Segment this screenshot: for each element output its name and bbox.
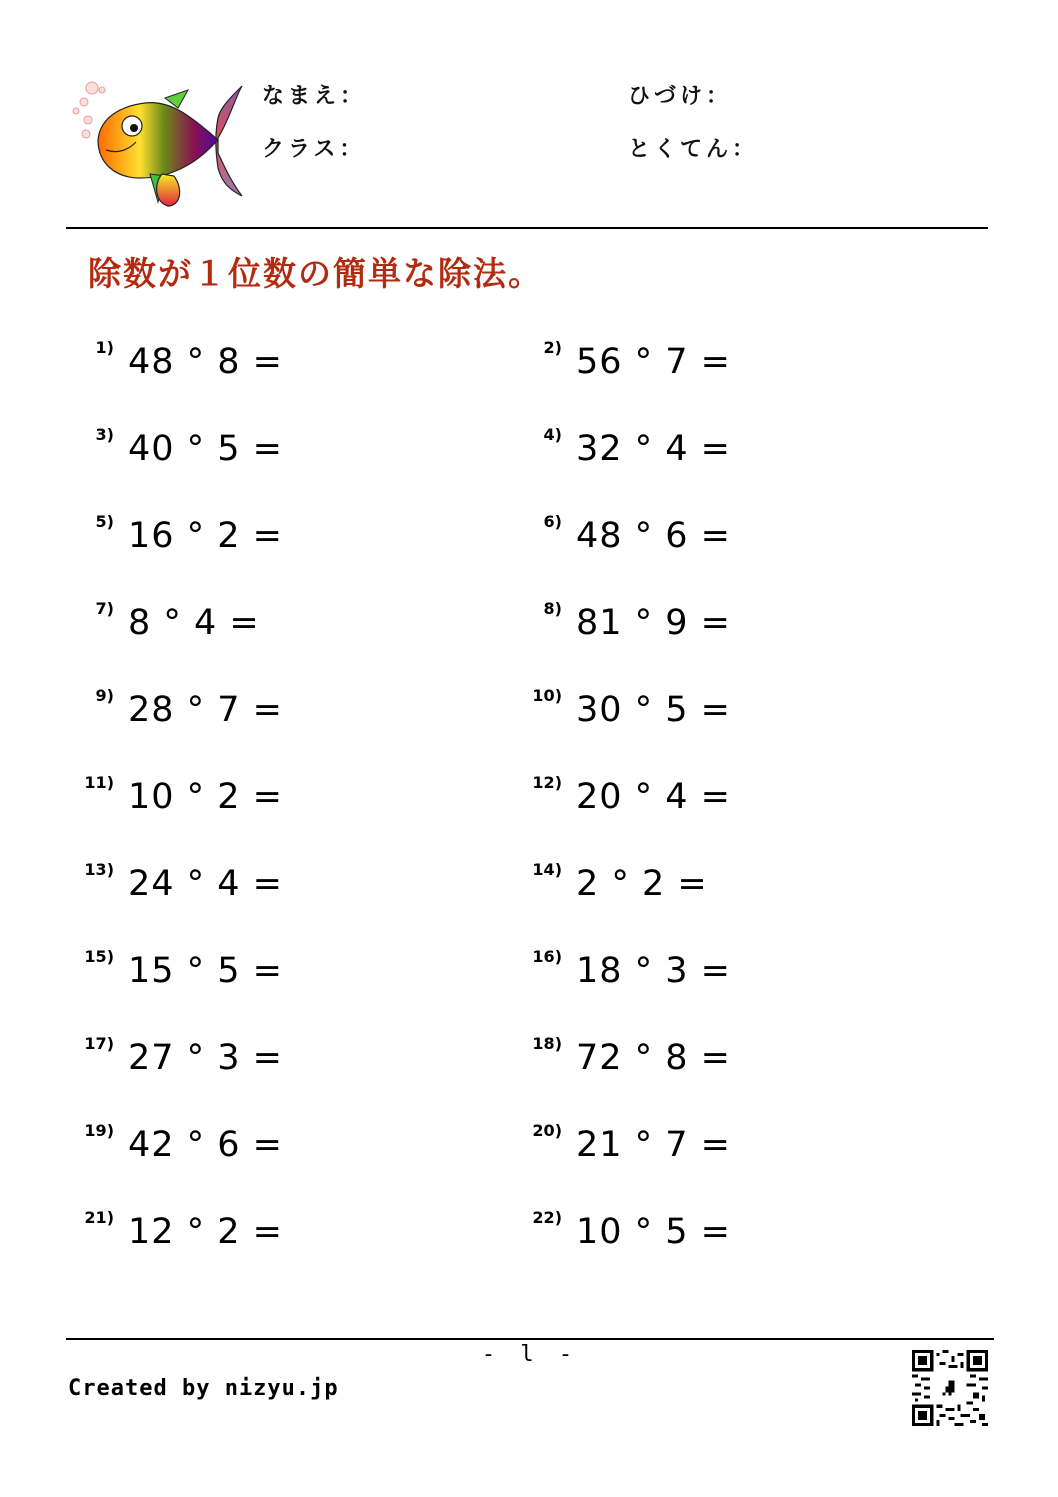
problem-number: 6) [543, 512, 562, 531]
problem-expression: 10 ° 5 = [576, 1212, 732, 1252]
page-number: - l - [481, 1342, 579, 1367]
problem-number: 19) [84, 1121, 114, 1140]
problem-number: 13) [84, 860, 114, 879]
problem-number: 20) [532, 1121, 562, 1140]
problem-expression: 48 ° 8 = [128, 342, 284, 382]
name-label: なまえ： [262, 84, 367, 109]
problem-number: 10) [532, 686, 562, 705]
qr-code-icon [912, 1350, 988, 1426]
problem-number: 17) [84, 1034, 114, 1053]
problem-expression: 42 ° 6 = [128, 1125, 284, 1165]
problem-expression: 40 ° 5 = [128, 429, 284, 469]
problem-number: 11) [84, 773, 114, 792]
problem-expression: 15 ° 5 = [128, 951, 284, 991]
problem-expression: 72 ° 8 = [576, 1038, 732, 1078]
header-divider [66, 227, 988, 229]
problem-expression: 30 ° 5 = [576, 690, 732, 730]
problem-expression: 20 ° 4 = [576, 777, 732, 817]
problem-number: 4) [543, 425, 562, 444]
score-label: とくてん： [628, 137, 759, 162]
problem-expression: 21 ° 7 = [576, 1125, 732, 1165]
problem-number: 21) [84, 1208, 114, 1227]
problem-expression: 18 ° 3 = [576, 951, 732, 991]
fish-illustration-icon [70, 78, 250, 212]
problem-expression: 48 ° 6 = [576, 516, 732, 556]
problem-number: 18) [532, 1034, 562, 1053]
problem-expression: 32 ° 4 = [576, 429, 732, 469]
date-label: ひづけ： [628, 84, 733, 109]
problem-number: 2) [543, 338, 562, 357]
worksheet-title: 除数が１位数の簡単な除法。 [88, 254, 543, 293]
credit-text: Created by nizyu.jp [68, 1376, 339, 1401]
problem-expression: 24 ° 4 = [128, 864, 284, 904]
problem-expression: 2 ° 2 = [576, 864, 708, 904]
problem-number: 9) [95, 686, 114, 705]
problem-number: 22) [532, 1208, 562, 1227]
problem-number: 3) [95, 425, 114, 444]
problem-expression: 56 ° 7 = [576, 342, 732, 382]
problem-number: 16) [532, 947, 562, 966]
problem-expression: 12 ° 2 = [128, 1212, 284, 1252]
problem-number: 14) [532, 860, 562, 879]
problem-expression: 27 ° 3 = [128, 1038, 284, 1078]
problem-expression: 16 ° 2 = [128, 516, 284, 556]
problem-number: 1) [95, 338, 114, 357]
problem-number: 15) [84, 947, 114, 966]
problem-number: 12) [532, 773, 562, 792]
problem-expression: 81 ° 9 = [576, 603, 732, 643]
problem-expression: 10 ° 2 = [128, 777, 284, 817]
footer-divider [66, 1338, 994, 1340]
problem-expression: 8 ° 4 = [128, 603, 260, 643]
class-label: クラス： [262, 137, 366, 162]
problem-number: 5) [95, 512, 114, 531]
problem-expression: 28 ° 7 = [128, 690, 284, 730]
problem-number: 7) [95, 599, 114, 618]
problem-number: 8) [543, 599, 562, 618]
